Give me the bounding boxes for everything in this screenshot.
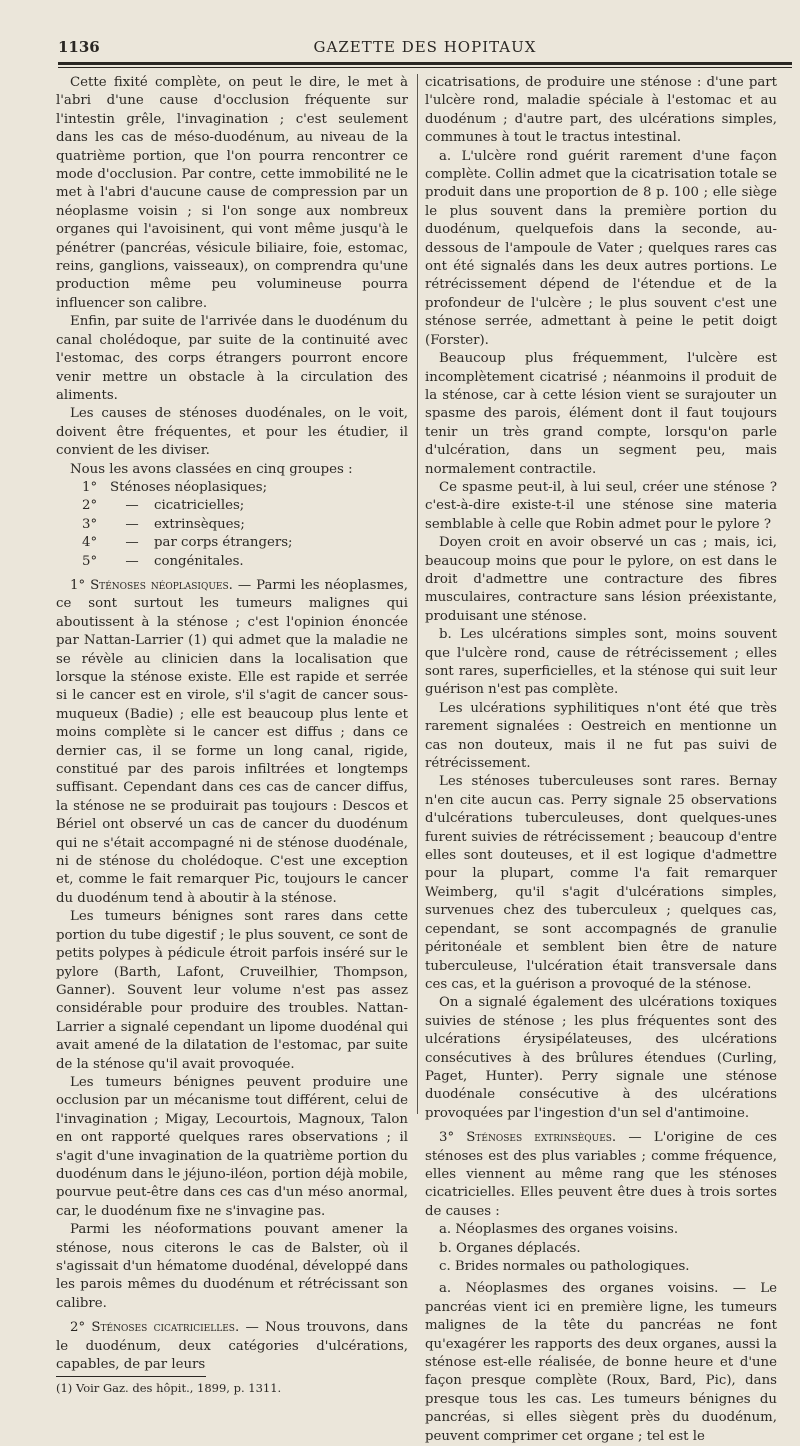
right-column [425,74,777,1444]
list-item: 2° — cicatricielles; [82,498,245,514]
section-paragraph: 3° Sténoses extrinsèques. — L'origine de ces sténoses est des plus variables ; comme fréquence, elles viennent au même rang que les sténoses cicatricielles. Elles peuvent être dues à trois sortes de causes : [425,1130,777,1219]
paragraph: On a signalé également des ulcérations toxiques suivies de sténose ; les plus fréquentes sont des ulcérations érysipélateuses, des ulcérations consécutives à des brûlures étendues (Curling, Paget, Hunter). Perry signale une sténose duodénale consécutive à des ulcérations provoquées par l'ingestion d'un sel d'antimoine. [425,995,777,1121]
paragraph: Les ulcérations syphilitiques n'ont été que très rarement signalées : Oestreich en mentionne un cas non douteux, mais il ne fut pas suivi de rétrécissement. [425,700,777,772]
paragraph: Beaucoup plus fréquemment, l'ulcère est incomplètement cicatrisé ; néanmoins il produit de la sténose, car à cette lésion vient se surajouter un spasme des parois, élément dont il faut toujours tenir un très grand compte, lorsqu'on parle d'ulcération, dans un segment peu, mais normalement contractile. [425,351,777,477]
footnote-rule [56,1376,206,1377]
list-item: 1° Sténoses néoplasiques; [82,479,268,495]
list-item: 3° — extrinsèques; [82,516,245,532]
running-title: GAZETTE DES HOPITAUX [313,38,537,56]
paragraph: Parmi les néoformations pouvant amener la sténose, nous citerons le cas de Balster, où il s'agissait d'un hématome duodénal, développé dans les parois mêmes du duodénum et rétrécissant son calibre. [56,1222,408,1311]
list-item: b. Organes déplacés. [439,1240,581,1256]
paragraph: Les sténoses tuberculeuses sont rares. Bernay n'en cite aucun cas. Perry signale 25 observations d'ulcérations tuberculeuses, dont quelques-unes furent suivies de rétrécissement ; beaucoup d'entre elles sont douteuses, et il est logique d'admettre pour la plupart, comme l'a fait remarquer Weimberg, qu'il s'agit d'ulcérations simples, survenues chez des tuberculeux ; quelques cas, cependant, se sont accompagnés de granulie péritonéale et semblent bien être de nature tuberculeuse, l'ulcération était transversale dans ces cas, et la guérison a provoqué de la sténose. [425,774,777,992]
header-rule-thin [58,67,792,68]
paragraph: Ce spasme peut-il, à lui seul, créer une sténose ? c'est-à-dire existe-t-il une sténose sine materia semblable à celle que Robin admet pour le pylore ? [425,479,777,532]
paragraph: b. Les ulcérations simples sont, moins souvent que l'ulcère rond, cause de rétrécissement ; elles sont rares, superficielles, et la sténose qui suit leur guérison n'est pas complète. [425,627,777,698]
section-heading: 2° Sténoses cicatricielles. [70,1320,240,1336]
section-heading: 3° Sténoses extrinsèques. [439,1130,617,1146]
list-item: 4° — par corps étrangers; [82,535,293,551]
list-item: 5° — congénitales. [82,553,244,569]
paragraph: Enfin, par suite de l'arrivée dans le duodénum du canal cholédoque, par suite de la continuité avec l'estomac, des corps étrangers pourront encore venir mettre un obstacle à la circulation des aliments. [56,314,408,403]
paragraph: a. L'ulcère rond guérit rarement d'une façon complète. Collin admet que la cicatrisation totale se produit dans une proportion de 8 p. 100 ; elle siège le plus souvent dans la première portion du duodénum, quelquefois dans la seconde, au-dessous de l'ampoule de Vater ; quelques rares cas ont été signalés dans les deux autres portions. Le rétrécissement dépend de l'étendue et de la profondeur de l'ulcère ; le plus souvent c'est une sténose serrée, admettant à peine le petit doigt (Forster). [425,148,777,348]
column-divider [417,74,418,1114]
groups-list [56,479,408,571]
list-item: a. Néoplasmes des organes voisins. [439,1222,679,1238]
paragraph: Doyen croit en avoir observé un cas ; mais, ici, beaucoup moins que pour le pylore, on est dans le droit d'admettre une contracture des fibres musculaires, contracture sans lésion préexistante, produisant une sténose. [425,535,777,624]
page-number: 1136 [58,38,100,56]
paragraph: cicatrisations, de produire une sténose : d'une part l'ulcère rond, maladie spéciale à l'estomac et au duodénum ; d'autre part, des ulcérations simples, communes à tout le tractus intestinal. [425,75,777,146]
page-header [58,38,792,60]
list-item: c. Brides normales ou pathologiques. [439,1259,690,1274]
left-column [56,74,408,1396]
footnote: (1) Voir Gaz. des hôpit., 1899, p. 1311. [56,1381,282,1396]
paragraph: Les causes de sténoses duodénales, on le voit, doivent être fréquentes, et pour les étudier, il convient de les diviser. [56,406,408,459]
header-rule-thick [58,62,792,65]
paragraph: Les tumeurs bénignes sont rares dans cette portion du tube digestif ; le plus souvent, ce sont de petits polypes à pédicule étroit parfois inséré sur le pylore (Barth, Lafont, Cruveilhier, Thompson, Ganner). Souvent leur volume n'est pas assez considérable pour produire des troubles. Nattan-Larrier a signalé cependant un lipome duodénal qui avait amené de la dilatation de l'estomac, par suite de la sténose qu'il avait provoquée. [56,909,408,1072]
section-paragraph: 2° Sténoses cicatricielles. — Nous trouvons, dans le duodénum, deux catégories d'ulcérations, capables, de par leurs [56,1320,408,1373]
paragraph: Cette fixité complète, on peut le dire, le met à l'abri d'une cause d'occlusion fréquente sur l'intestin grêle, l'invagination ; c'est seulement dans les cas de méso-duodénum, au niveau de la quatrième portion, que l'on pourra rencontrer ce mode d'occlusion. Par contre, cette immobilité ne le met à l'abri d'aucune cause de compression par un néoplasme voisin ; si l'on songe aux nombreux organes qui l'avoisinent, qui vont même jusqu'à le pénétrer (pancréas, vésicule biliaire, foie, estomac, reins, ganglions, vaisseaux), on comprendra qu'une production même peu volumineuse pourra influencer son calibre. [56,75,408,311]
section-heading: 1° Sténoses néoplasiques. [70,577,233,593]
paragraph: a. Néoplasmes des organes voisins. — Le pancréas vient ici en première ligne, les tumeurs malignes de la tête du pancréas ne font qu'exagérer les rapports des deux organes, aussi la sténose est-elle réalisée, de bonne heure et d'une façon presque complète (Roux, Bard, Pic), dans presque tous les cas. Les tumeurs bénignes du pancréas, si elles siègent près du duodénum, peuvent comprimer cet organe ; tel est le [425,1281,777,1444]
paragraph: Les tumeurs bénignes peuvent produire une occlusion par un mécanisme tout différent, celui de l'invagination ; Migay, Lecourtois, Magnoux, Talon en ont rapporté quelques rares observations ; il s'agit d'une invagination de la quatrième portion du duodénum dans le jéjuno-iléon, portion déjà mobile, pourvue peut-être dans ces cas d'un méso anormal, car, le duodénum fixe ne s'invagine pas. [56,1074,408,1219]
paragraph: Nous les avons classées en cinq groupes : [70,461,353,477]
section-paragraph: 1° Sténoses néoplasiques. — Parmi les néoplasmes, ce sont surtout les tumeurs malignes qui aboutissent à la sténose ; c'est l'opinion énoncée par Nattan-Larrier (1) qui admet que la maladie ne se révèle au clinicien dans la localisation que lorsque la sténose existe. Elle est rapide et serrée si le cancer est en virole, s'il s'agit de cancer sous-muqueux (Badie) ; elle est beaucoup plus lente et moins complète si le cancer est diffus ; dans ce dernier cas, il se forme un long canal, rigide, constitué par des parois infiltrées et longtemps suffisant. Cependant dans ces cas de cancer diffus, la sténose ne se produirait pas toujours : Descos et Bériel ont observé un cas de cancer du duodénum qui ne s'était accompagné ni de sténose duodénale, ni de sténose du cholédoque. C'est une exception et, comme le fait remarquer Pic, toujours le cancer du duodénum tend à aboutir à la sténose. [56,577,408,906]
